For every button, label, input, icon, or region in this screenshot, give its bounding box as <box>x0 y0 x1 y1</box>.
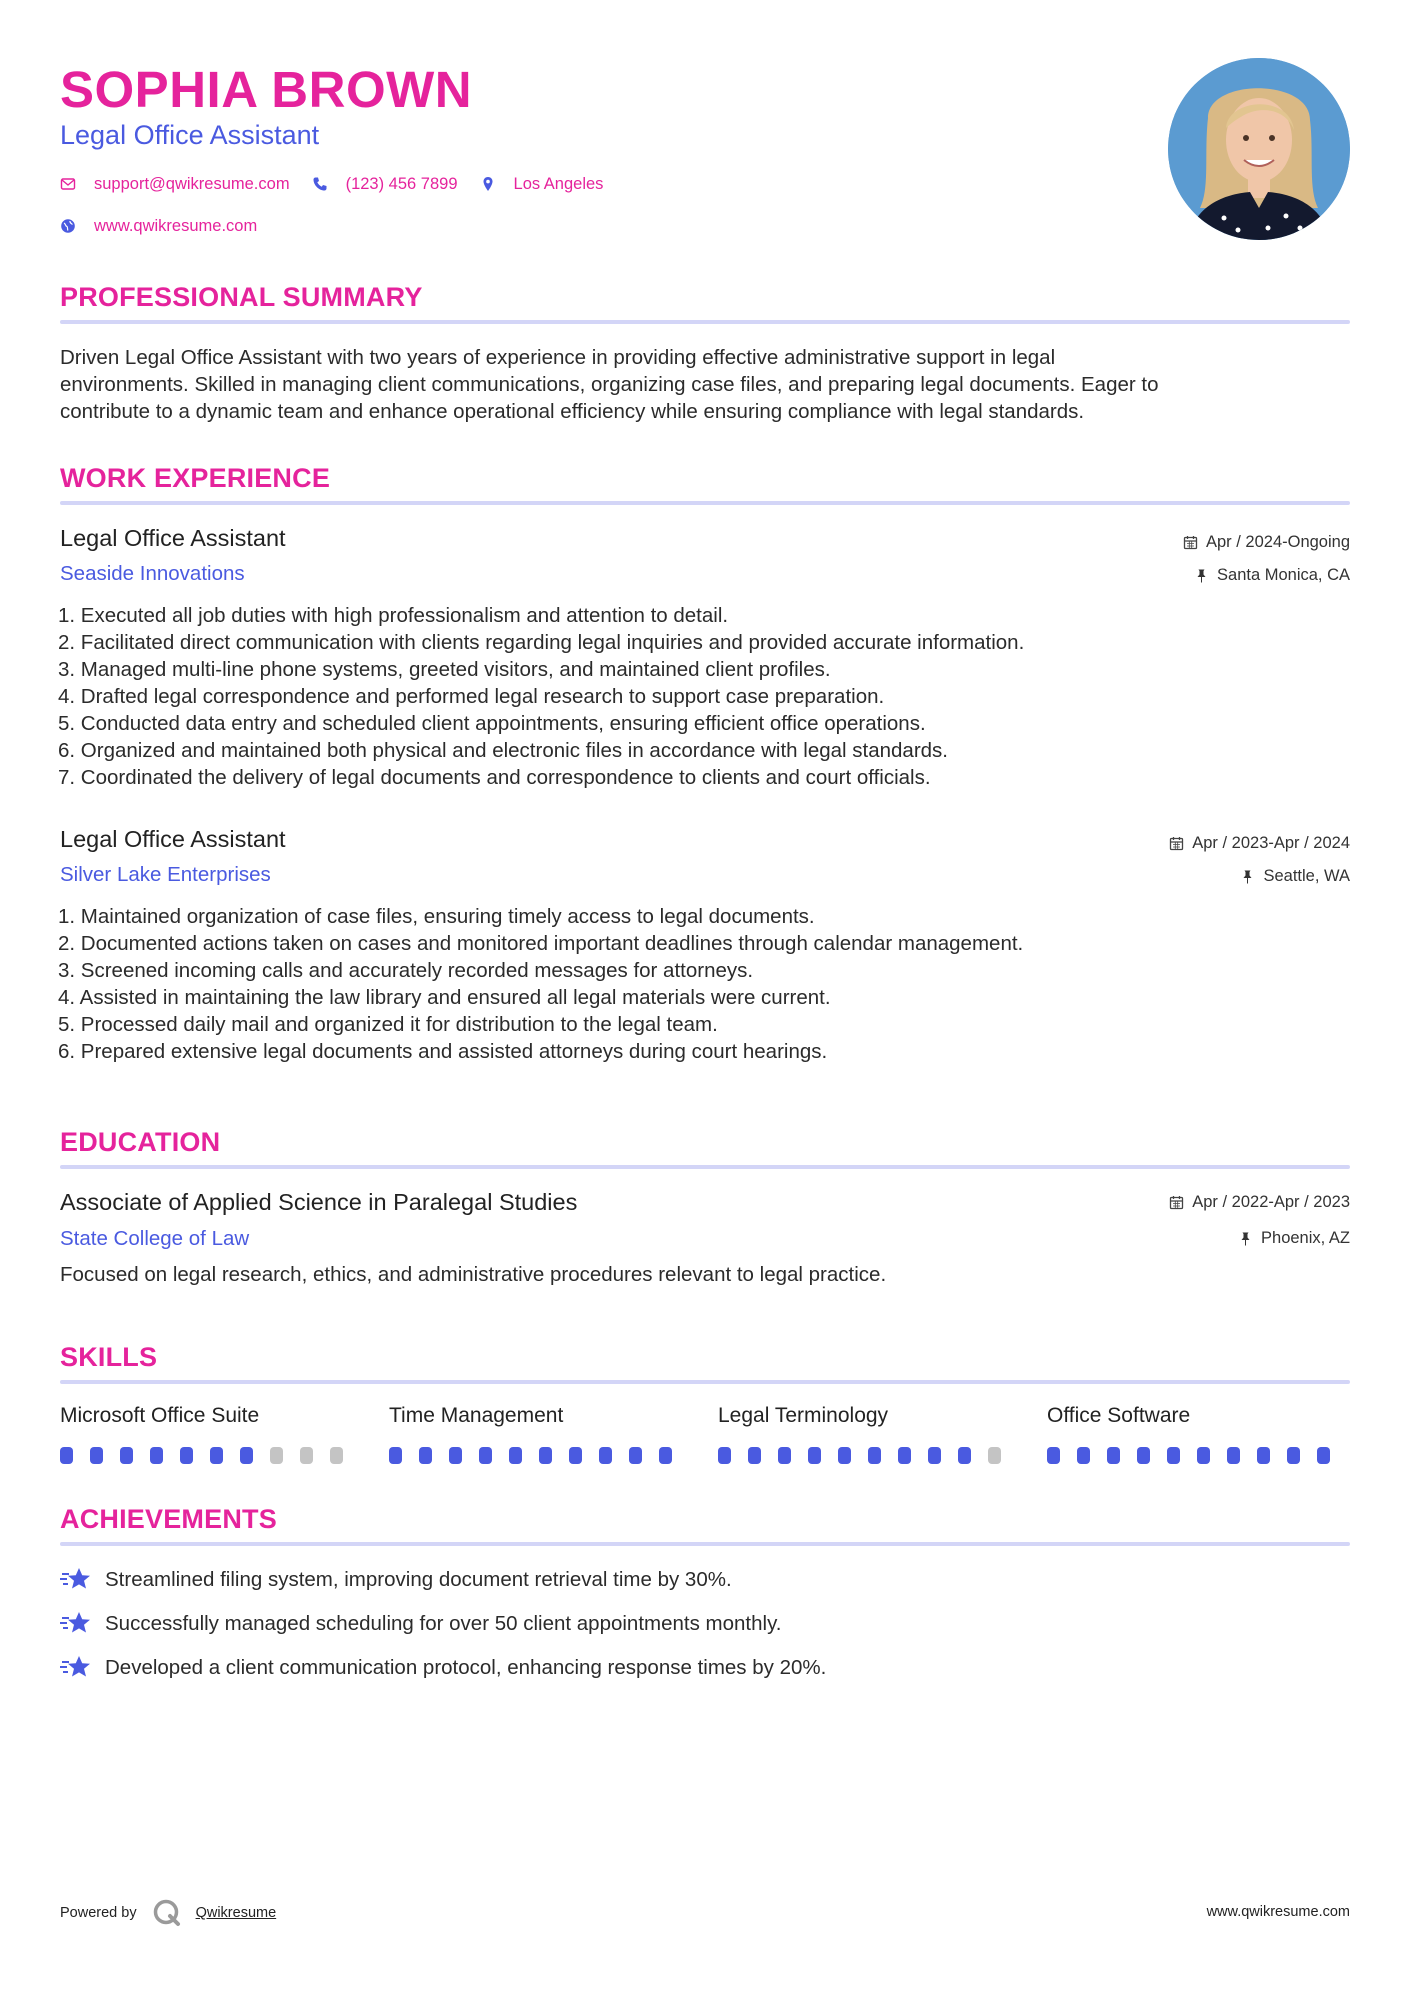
skill-dot-filled <box>539 1447 552 1464</box>
skill-dot-filled <box>718 1447 731 1464</box>
skill-dot-filled <box>449 1447 462 1464</box>
pushpin-icon <box>1238 1231 1253 1246</box>
skill-dot-filled <box>509 1447 522 1464</box>
skill-dot-filled <box>1317 1447 1330 1464</box>
dates-text: Apr / 2024-Ongoing <box>1205 533 1350 551</box>
skill-dot-filled <box>1227 1447 1240 1464</box>
phone-text: (123) 456 7899 <box>345 175 458 193</box>
skill-name: Legal Terminology <box>718 1404 889 1427</box>
skill-dot-filled <box>599 1447 612 1464</box>
skill-dot-empty <box>330 1447 343 1464</box>
contact-row <box>60 173 625 195</box>
skill-dot-filled <box>748 1447 761 1464</box>
skill-dot-filled <box>659 1447 672 1464</box>
company-name: Silver Lake Enterprises <box>60 863 271 886</box>
list-item: 7. Coordinated the delivery of legal documents and correspondence to clients and court officials. <box>58 766 931 789</box>
skill-dot-filled <box>629 1447 642 1464</box>
skill-dot-filled <box>150 1447 163 1464</box>
school-name: State College of Law <box>60 1227 250 1250</box>
website-text: www.qwikresume.com <box>94 217 258 235</box>
education-location <box>1238 1227 1350 1249</box>
job-dates <box>1183 531 1350 553</box>
skill-name: Time Management <box>389 1404 564 1427</box>
section-divider <box>60 1165 1350 1169</box>
job-dates <box>1169 832 1350 854</box>
job-duties <box>58 602 1348 791</box>
skill-dot-filled <box>240 1447 253 1464</box>
skill-name: Office Software <box>1047 1404 1191 1427</box>
skill-item <box>1047 1402 1347 1464</box>
skill-dot-filled <box>1287 1447 1300 1464</box>
achievement-text: Streamlined filing system, improving document retrieval time by 30%. <box>105 1568 732 1591</box>
list-item: 3. Managed multi-line phone systems, greeted visitors, and maintained client profiles. <box>58 658 831 681</box>
achievement-text: Successfully managed scheduling for over 50 client appointments monthly. <box>105 1612 782 1635</box>
job-duties <box>58 903 1348 1065</box>
skill-dot-empty <box>270 1447 283 1464</box>
powered-by-label: Powered by <box>60 1905 137 1921</box>
job-title: Legal Office Assistant <box>60 525 286 551</box>
contact-location <box>480 173 604 195</box>
summary-line: contribute to a dynamic team and enhance operational efficiency while ensuring compliance with legal standards. <box>60 400 1085 423</box>
location-text: Los Angeles <box>513 175 604 193</box>
calendar-icon <box>1183 535 1198 550</box>
email-text: support@qwikresume.com <box>94 175 290 193</box>
skill-dot-filled <box>778 1447 791 1464</box>
achievement-text: Developed a client communication protocol, enhancing response times by 20%. <box>105 1656 827 1679</box>
list-item: 5. Processed daily mail and organized it for distribution to the legal team. <box>58 1013 718 1036</box>
skill-dot-filled <box>180 1447 193 1464</box>
list-item: 4. Drafted legal correspondence and performed legal research to support case preparation. <box>58 685 885 708</box>
skill-dot-filled <box>210 1447 223 1464</box>
skills-heading: SKILLS <box>60 1342 158 1372</box>
skill-dot-filled <box>808 1447 821 1464</box>
footer-powered-by <box>60 1898 276 1928</box>
skill-dot-filled <box>838 1447 851 1464</box>
skill-dot-filled <box>1107 1447 1120 1464</box>
section-divider <box>60 501 1350 505</box>
contact-website[interactable] <box>60 215 257 237</box>
contact-row <box>60 215 279 237</box>
list-item: 1. Maintained organization of case files, ensuring timely access to legal documents. <box>58 905 815 928</box>
skill-dot-filled <box>389 1447 402 1464</box>
job-location <box>1194 564 1350 586</box>
skill-dot-filled <box>928 1447 941 1464</box>
skill-level-meter <box>718 1447 1018 1464</box>
skill-dot-filled <box>479 1447 492 1464</box>
degree-title: Associate of Applied Science in Paralegal Studies <box>60 1189 578 1215</box>
list-item: 3. Screened incoming calls and accurately recorded messages for attorneys. <box>58 959 754 982</box>
skill-dot-filled <box>60 1447 73 1464</box>
section-divider <box>60 1542 1350 1546</box>
pushpin-icon <box>1240 869 1255 884</box>
education-heading: EDUCATION <box>60 1127 221 1157</box>
star-icon <box>60 1610 92 1638</box>
skill-dot-filled <box>1047 1447 1060 1464</box>
section-divider <box>60 1380 1350 1384</box>
calendar-icon <box>1169 836 1184 851</box>
list-item: 4. Assisted in maintaining the law library and ensured all legal materials were current. <box>58 986 831 1009</box>
achievement-item <box>60 1566 732 1594</box>
dates-text: Apr / 2022-Apr / 2023 <box>1192 1193 1350 1211</box>
job-location <box>1240 865 1350 887</box>
education-description: Focused on legal research, ethics, and administrative procedures relevant to legal practice. <box>60 1263 887 1286</box>
candidate-title: Legal Office Assistant <box>60 120 320 150</box>
skill-dot-empty <box>988 1447 1001 1464</box>
qwikresume-logo-icon <box>152 1898 182 1928</box>
achievements-heading: ACHIEVEMENTS <box>60 1504 277 1534</box>
globe-icon <box>60 218 76 234</box>
summary-line: Driven Legal Office Assistant with two years of experience in providing effective administrative support in legal <box>60 346 1056 369</box>
skill-dot-filled <box>569 1447 582 1464</box>
contact-phone[interactable] <box>312 173 458 195</box>
achievement-item <box>60 1610 782 1638</box>
skill-dot-filled <box>120 1447 133 1464</box>
calendar-icon <box>1169 1195 1184 1210</box>
summary-line: environments. Skilled in managing client communications, organizing case files, and preparing legal documents. Eager to <box>60 373 1159 396</box>
education-dates <box>1169 1191 1350 1213</box>
list-item: 6. Organized and maintained both physical and electronic files in accordance with legal standards. <box>58 739 948 762</box>
location-text: Santa Monica, CA <box>1217 566 1350 584</box>
list-item: 5. Conducted data entry and scheduled client appointments, ensuring efficient office operations. <box>58 712 926 735</box>
contact-email[interactable] <box>60 173 290 195</box>
skill-dot-filled <box>898 1447 911 1464</box>
skill-level-meter <box>389 1447 689 1464</box>
envelope-icon <box>60 176 76 192</box>
skill-dot-filled <box>868 1447 881 1464</box>
list-item: 6. Prepared extensive legal documents and assisted attorneys during court hearings. <box>58 1040 828 1063</box>
location-text: Phoenix, AZ <box>1261 1229 1350 1247</box>
map-pin-icon <box>480 176 496 192</box>
job-title: Legal Office Assistant <box>60 826 286 852</box>
skill-dot-filled <box>1257 1447 1270 1464</box>
skill-dot-filled <box>1077 1447 1090 1464</box>
star-icon <box>60 1654 92 1682</box>
dates-text: Apr / 2023-Apr / 2024 <box>1192 834 1350 852</box>
list-item: 2. Documented actions taken on cases and monitored important deadlines through calendar management. <box>58 932 1024 955</box>
pushpin-icon <box>1194 568 1209 583</box>
skill-dot-filled <box>1137 1447 1150 1464</box>
skill-dot-empty <box>300 1447 313 1464</box>
qwikresume-link[interactable]: Qwikresume <box>195 1905 277 1921</box>
achievement-item <box>60 1654 826 1682</box>
summary-heading: PROFESSIONAL SUMMARY <box>60 282 423 312</box>
skill-dot-filled <box>1167 1447 1180 1464</box>
experience-heading: WORK EXPERIENCE <box>60 463 331 493</box>
skill-level-meter <box>60 1447 360 1464</box>
footer-url[interactable]: www.qwikresume.com <box>1206 1904 1350 1920</box>
candidate-name: SOPHIA BROWN <box>60 61 473 118</box>
phone-icon <box>312 176 328 192</box>
list-item: 1. Executed all job duties with high professionalism and attention to detail. <box>58 604 729 627</box>
skill-level-meter <box>1047 1447 1347 1464</box>
skill-item <box>718 1402 1018 1464</box>
profile-photo <box>1168 58 1350 240</box>
company-name: Seaside Innovations <box>60 562 245 585</box>
location-text: Seattle, WA <box>1263 867 1350 885</box>
skill-name: Microsoft Office Suite <box>60 1404 260 1427</box>
skill-item <box>389 1402 689 1464</box>
star-icon <box>60 1566 92 1594</box>
skill-dot-filled <box>958 1447 971 1464</box>
skill-dot-filled <box>419 1447 432 1464</box>
summary-text <box>60 344 1350 425</box>
section-divider <box>60 320 1350 324</box>
skill-dot-filled <box>1197 1447 1210 1464</box>
skill-item <box>60 1402 360 1464</box>
list-item: 2. Facilitated direct communication with clients regarding legal inquiries and provided accurate information. <box>58 631 1025 654</box>
skill-dot-filled <box>90 1447 103 1464</box>
